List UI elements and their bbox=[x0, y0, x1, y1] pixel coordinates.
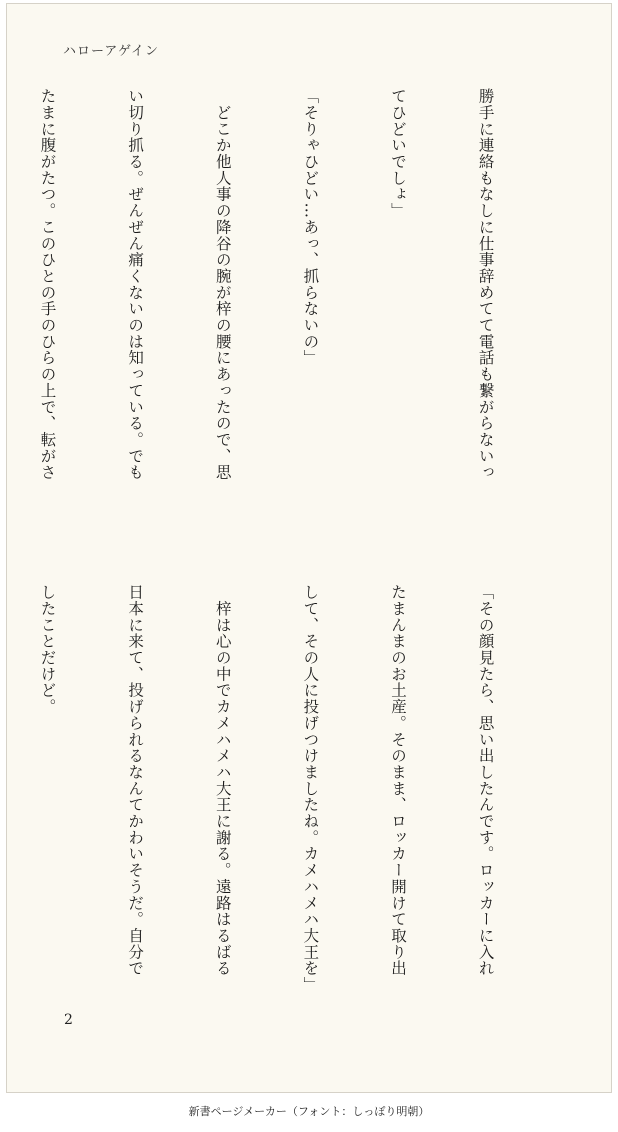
text-line: 梓は心の中でカメハメハ大王に謝る。遠路はるばる bbox=[213, 584, 232, 977]
text-line: 勝手に連絡もなしに仕事辞めてて電話も繋がらないっ bbox=[476, 88, 495, 481]
text-line: い切り抓る。ぜんぜん痛くないのは知っている。でも bbox=[126, 88, 145, 481]
book-page bbox=[6, 3, 612, 1093]
text-line: たまに腹がたつ。このひとの手のひらの上で、転がさ bbox=[38, 88, 57, 481]
upper-text-block bbox=[0, 88, 558, 558]
text-line: したことだけど。 bbox=[38, 584, 57, 715]
text-line: 日本に来て、投げられるなんてかわいそうだ。自分で bbox=[126, 584, 145, 977]
running-header-title: ハローアゲイン bbox=[63, 44, 160, 59]
page-number: 2 bbox=[64, 1012, 73, 1028]
text-line: どこか他人事の降谷の腕が梓の腰にあったので、思 bbox=[213, 88, 232, 481]
text-line: 「そりゃひどい…あっ、抓らないの」 bbox=[301, 88, 320, 366]
lower-text-block bbox=[0, 584, 558, 999]
text-line: てひどいでしょ」 bbox=[388, 88, 407, 219]
text-line: 「その顔見たら、思い出したんです。ロッカーに入れ bbox=[476, 584, 495, 977]
text-line: たまんまのお土産。そのまま、ロッカー開けて取り出 bbox=[388, 584, 407, 977]
text-line: して、その人に投げつけましたね。カメハメハ大王を」 bbox=[301, 584, 320, 993]
footer-credit: 新書ページメーカー（フォント：しっぽり明朝） bbox=[188, 1105, 430, 1118]
